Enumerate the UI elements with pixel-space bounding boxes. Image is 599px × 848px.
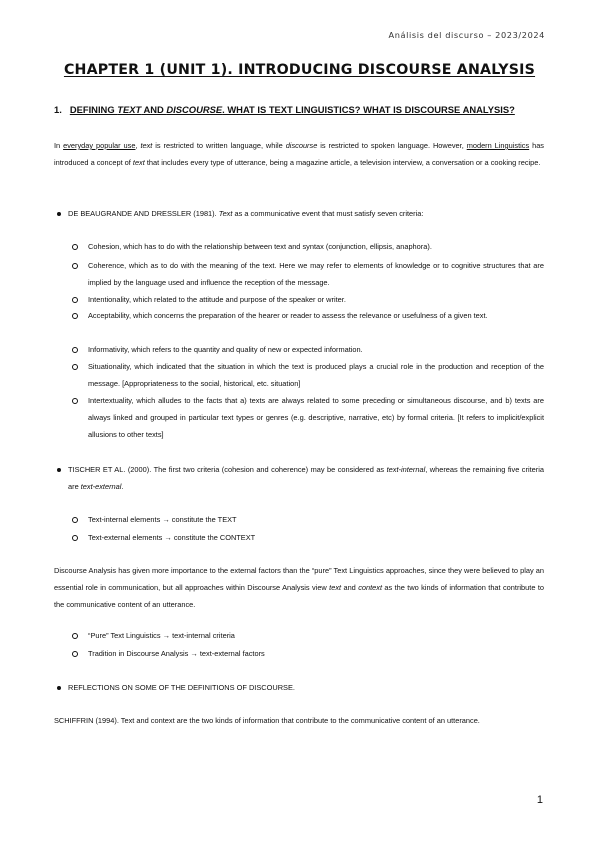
circle-bullet-icon	[72, 398, 78, 404]
text-run: text	[329, 582, 342, 592]
circle-bullet-icon	[72, 651, 78, 657]
bullet-beaugrande	[54, 206, 544, 223]
bullet-text: REFLECTIONS ON SOME OF THE DEFINITIONS OF DISCOURSE.	[68, 683, 295, 692]
tischer-item	[72, 530, 544, 547]
criterion-item	[72, 393, 544, 443]
text-run: everyday popular use	[63, 141, 136, 150]
text-run: Text	[218, 209, 233, 218]
heading-part: AND	[141, 104, 167, 115]
circle-bullet-icon	[72, 633, 78, 639]
text-run: Discourse Analysis has given more importance to the external factors than the “pure” Text Linguistics approaches, since they were believed to play an essential role in communication, but all approaches within Discourse Analysis view	[54, 566, 544, 592]
text-run: that includes every type of utterance, being a magazine article, a television interview, a conversation or a cooking recipe.	[144, 157, 541, 167]
tischer-item	[72, 512, 544, 529]
criterion-item	[72, 292, 544, 309]
approach-item	[72, 628, 544, 645]
criterion-text: Acceptability, which concerns the preparation of the hearer or reader to assess the relevance or usefulness of a given text.	[88, 311, 488, 320]
text-run: , whereas the remaining five criteria are	[68, 465, 544, 491]
text-run: In	[54, 141, 64, 150]
section-number: 1.	[54, 104, 62, 115]
criterion-text: Informativity, which refers to the quantity and quality of new or expected information.	[88, 345, 363, 354]
text-run: as the two kinds of information that contribute to the communicative content of an utterance.	[54, 582, 544, 609]
running-header: Análisis del discurso – 2023/2024	[388, 30, 545, 40]
bullet-text	[68, 462, 544, 496]
circle-bullet-icon	[72, 364, 78, 370]
circle-bullet-icon	[72, 535, 78, 541]
circle-bullet-icon	[72, 297, 78, 303]
text-run: TISCHER ET AL. (2000). The first two criteria (cohesion and coherence) may be considered as	[68, 465, 387, 474]
criterion-text: Cohesion, which has to do with the relationship between text and syntax (conjunction, ellipsis, anaphora).	[88, 242, 432, 251]
circle-bullet-icon	[72, 263, 78, 269]
chapter-title: CHAPTER 1 (UNIT 1). INTRODUCING DISCOURSE ANALYSIS	[63, 62, 536, 78]
bullet-dot-icon	[57, 212, 61, 216]
text-run: has introduced a concept of	[54, 141, 544, 167]
section-heading	[54, 104, 554, 115]
text-run: DE BEAUGRANDE AND DRESSLER (1981).	[68, 209, 219, 218]
approach-item	[72, 646, 544, 663]
text-run: text	[132, 157, 145, 167]
circle-bullet-icon	[72, 313, 78, 319]
criterion-item	[72, 308, 544, 325]
bullet-dot-icon	[57, 686, 61, 690]
criterion-text: Coherence, which as to do with the meaning of the text. Here we may refer to elements of knowledge or to cognitive structures that are implied by the language used and influence the reception of the message.	[88, 261, 544, 287]
text-run: ,	[135, 141, 141, 150]
heading-part: . WHAT IS TEXT LINGUISTICS? WHAT IS DISCOURSE ANALYSIS?	[222, 104, 515, 115]
discourse-paragraph	[54, 563, 544, 613]
criterion-item	[72, 258, 544, 292]
item-text: Text-internal elements → constitute the TEXT	[88, 515, 237, 524]
text-run: text-internal	[386, 465, 426, 474]
bullet-tischer	[54, 462, 544, 496]
page-number: 1	[536, 794, 543, 806]
text-run: modern Linguistics	[466, 141, 530, 150]
criterion-text: Intentionality, which related to the attitude and purpose of the speaker or writer.	[88, 295, 346, 304]
text-run: is restricted to written language, while	[152, 141, 286, 150]
intro-paragraph	[54, 138, 544, 172]
text-run: discourse	[285, 141, 318, 150]
text-run: text	[140, 141, 153, 150]
text-run: context	[358, 582, 383, 592]
circle-bullet-icon	[72, 244, 78, 250]
criterion-item	[72, 342, 544, 359]
text-run: as a communicative event that must satisfy seven criteria:	[232, 209, 424, 218]
text-run: .	[121, 481, 124, 491]
criterion-item	[72, 359, 544, 393]
heading-term-text: TEXT	[117, 104, 142, 115]
text-run: text-external	[80, 481, 122, 491]
circle-bullet-icon	[72, 347, 78, 353]
bullet-text	[68, 206, 544, 223]
criterion-text: Intertextuality, which alludes to the facts that a) texts are always related to some preceding or simultaneous discourse, and b) texts are always linked and grouped in particular text types or genres (e.g. descriptive, narrative, etc) by formal criteria. [It refers to implicit/explicit allusions to other texts]	[88, 396, 544, 439]
item-text: “Pure” Text Linguistics → text-internal criteria	[88, 631, 235, 640]
schiffrin-paragraph: SCHIFFRIN (1994). Text and context are the two kinds of information that contribute to the communicative content of an utterance.	[54, 716, 480, 725]
item-text: Text-external elements → constitute the CONTEXT	[88, 533, 256, 542]
bullet-reflections	[54, 680, 544, 697]
criterion-item	[72, 239, 544, 256]
text-run: is restricted to spoken language. However,	[317, 141, 467, 150]
circle-bullet-icon	[72, 517, 78, 523]
bullet-dot-icon	[57, 468, 61, 472]
text-run: and	[341, 582, 359, 592]
heading-term-discourse: DISCOURSE	[166, 104, 223, 115]
heading-part: DEFINING	[69, 104, 118, 115]
criterion-text: Situationality, which indicated that the situation in which the text is produced plays a crucial role in the production and reception of the message. [Appropriateness to the social, historical, etc. situation]	[88, 362, 544, 388]
item-text: Tradition in Discourse Analysis → text-external factors	[88, 649, 265, 658]
